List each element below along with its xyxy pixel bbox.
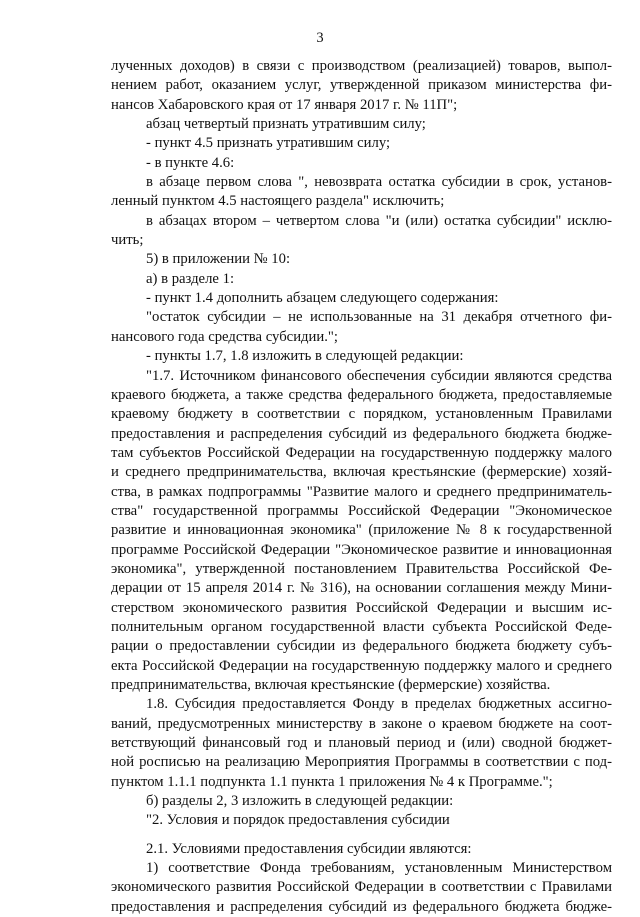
text-line: нансового года средства субсидии."; [111,328,338,345]
text-line: и среднего предпринимательства, включая крестьянские (фермерские) хозяй- [111,464,612,481]
text-line: краевому бюджету в соответствии с порядком, установленным Правилами [111,406,612,423]
text-line: чить; [111,232,144,249]
text-line: в абзаце первом слова ", невозврата остатка субсидии в срок, установ- [146,174,612,191]
text-line: ства" государственной программы Российской Федерации "Экономическое [111,502,612,519]
text-line: нансов Хабаровского края от 17 января 2017 г. № 11П"; [111,96,458,113]
text-line: полнительным органом государственной власти субъекта Российской Феде- [111,618,612,635]
text-line: 1) соответствие Фонда требованиям, установленным Министерством [146,860,612,877]
text-line: ваний, предусмотренных министерству в законе о краевом бюджете на соот- [111,715,612,732]
text-line: - пункты 1.7, 1.8 изложить в следующей редакции: [146,348,464,365]
text-line: - пункт 1.4 дополнить абзацем следующего содержания: [146,290,499,307]
page-number: 3 [316,30,324,46]
text-line: предоставления и распределения субсидий из федерального бюджета бюдже- [111,425,612,442]
text-line: екта Российской Федерации на государственную поддержку малого и среднего [111,657,612,674]
text-line: развитие и инновационная экономика" (приложение № 8 к государственной [111,522,612,539]
text-line: б) разделы 2, 3 изложить в следующей редакции: [146,793,454,810]
text-line: в абзацах втором – четвертом слова "и (или) остатка субсидии" исклю- [146,212,612,229]
text-line: стерством экономического развития Российской Федерации и высшим ис- [111,599,612,616]
text-line: экономика", утвержденной постановлением Правительства Российской Фе- [111,560,612,577]
text-line: ства, в рамках подпрограммы "Развитие малого и среднего предприниматель- [111,483,612,500]
text-line: ленный пунктом 4.5 настоящего раздела" исключить; [111,193,445,210]
text-line: "2. Условия и порядок предоставления субсидии [146,812,450,829]
text-line: там субъектов Российской Федерации на государственную поддержку малого [111,444,612,461]
text-line: - пункт 4.5 признать утратившим силу; [146,135,391,152]
text-line: абзац четвертый признать утратившим силу; [146,116,426,133]
text-line: экономического развития Российской Федерации в соответствии с Правилами [111,879,612,896]
text-line: 1.8. Субсидия предоставляется Фонду в пределах бюджетных ассигно- [146,696,612,713]
text-line: ной росписью на реализацию Мероприятия Программы в соответствии с под- [111,754,612,771]
text-line: "1.7. Источником финансового обеспечения субсидии являются средства [146,367,612,384]
text-line: лученных доходов) в связи с производством (реализацией) товаров, выпол- [111,58,612,74]
text-line: ветствующий финансовый год и плановый период и (или) сводной бюджет- [111,735,612,752]
text-line: предпринимательства, включая крестьянские (фермерские) хозяйства. [111,677,551,693]
text-line: - в пункте 4.6: [146,154,235,171]
text-line: нением работ, оказанием услуг, утвержденной приказом министерства фи- [111,77,612,94]
text-line: рации о предоставлении субсидии из федерального бюджета бюджету субъ- [111,638,612,655]
text-line: программе Российской Федерации "Экономическое развитие и инновационная [111,541,612,558]
text-line: пунктом 1.1.1 подпункта 1.1 пункта 1 приложения № 4 к Программе."; [111,773,553,790]
document-body [111,57,612,917]
text-line: предоставления и распределения субсидий из федерального бюджета бюдже- [111,898,612,915]
text-line: "остаток субсидии – не использованные на 31 декабря отчетного фи- [146,309,612,326]
text-line: 5) в приложении № 10: [146,251,291,268]
text-line: а) в разделе 1: [146,270,235,287]
text-line: дерации от 15 апреля 2014 г. № 316), на основании соглашения между Мини- [111,580,612,597]
text-line: краевого бюджета, а также средства федерального бюджета, предоставляемые [111,386,612,403]
text-line: 2.1. Условиями предоставления субсидии являются: [146,840,472,857]
